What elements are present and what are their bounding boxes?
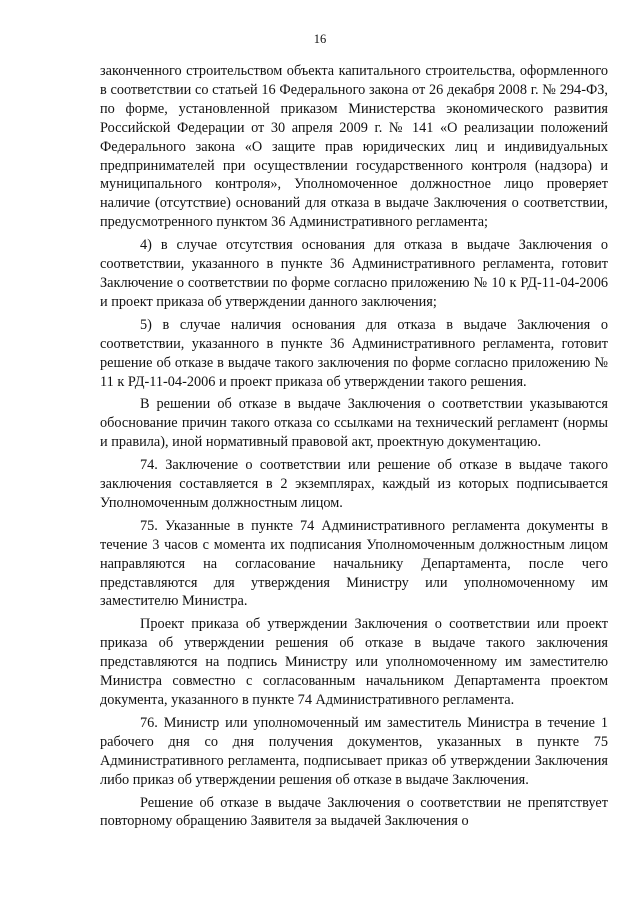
paragraph-repeat-application: Решение об отказе в выдаче Заключения о соответствии не препятствует повторному обращению Заявителя за выдачей Заключения о xyxy=(100,794,608,830)
paragraph-point-76: 76. Министр или уполномоченный им заместитель Министра в течение 1 рабочего дня со дня получения документов, указанных в пункте 75 Административного регламента, подписывает приказ об утверждении Заключения либо приказ об утверждении решения об отказе в выдаче Заключения. xyxy=(100,714,608,788)
paragraph-point-74: 74. Заключение о соответствии или решение об отказе в выдаче такого заключения составляется в 2 экземплярах, каждый из которых подписывается Уполномоченным должностным лицом. xyxy=(100,457,608,511)
paragraph-draft-order: Проект приказа об утверждении Заключения о соответствии или проект приказа об утверждении решения об отказе в выдаче такого заключения представляются на подпись Министру или уполномоченному им заместителю Министра совместно с согласованным начальником Департамента проектом документа, указанного в пункте 74 Административного регламента. xyxy=(100,616,608,708)
page-number: 16 xyxy=(313,32,327,46)
paragraph-item-4: 4) в случае отсутствия основания для отказа в выдаче Заключения о соответствии, указанного в пункте 36 Административного регламента, готовит Заключение о соответствии по форме согласно приложению № 10 к РД-11-04-2006 и проект приказа об утверждении данного заключения; xyxy=(100,237,608,310)
paragraph-point-75: 75. Указанные в пункте 74 Административного регламента документы в течение 3 часов с момента их подписания Уполномоченным должностным лицом направляются на согласование начальнику Департамента, после чего представляются для утверждения Министру или уполномоченному им заместителю Министра. xyxy=(100,517,608,610)
document-body xyxy=(100,62,608,831)
paragraph-item-5: 5) в случае наличия основания для отказа в выдаче Заключения о соответствии, указанного в пункте 36 Административного регламента, готовит решение об отказе в выдаче такого заключения по форме согласно приложению № 11 к РД-11-04-2006 и проект приказа об утверждении такого решения. xyxy=(100,316,608,390)
paragraph-continuation: законченного строительством объекта капитального строительства, оформленного в соответствии со статьей 16 Федерального закона от 26 декабря 2008 г. № 294-ФЗ, по форме, установленной приказом Министерства экономического развития Российской Федерации от 30 апреля 2009 г. № 141 «О реализации положений Федерального закона «О защите прав юридических лиц и индивидуальных предпринимателей при осуществлении государственного контроля (надзора) и муниципального контроля», Уполномоченное должностное лицо проверяет наличие (отсутствие) оснований для отказа в выдаче Заключения о соответствии, предусмотренного пунктом 36 Административного регламента; xyxy=(100,63,608,231)
paragraph-refusal-reasons: В решении об отказе в выдаче Заключения о соответствии указываются обоснование причин такого отказа со ссылками на технический регламент (нормы и правила), иной нормативный правовой акт, проектную документацию. xyxy=(100,396,608,451)
